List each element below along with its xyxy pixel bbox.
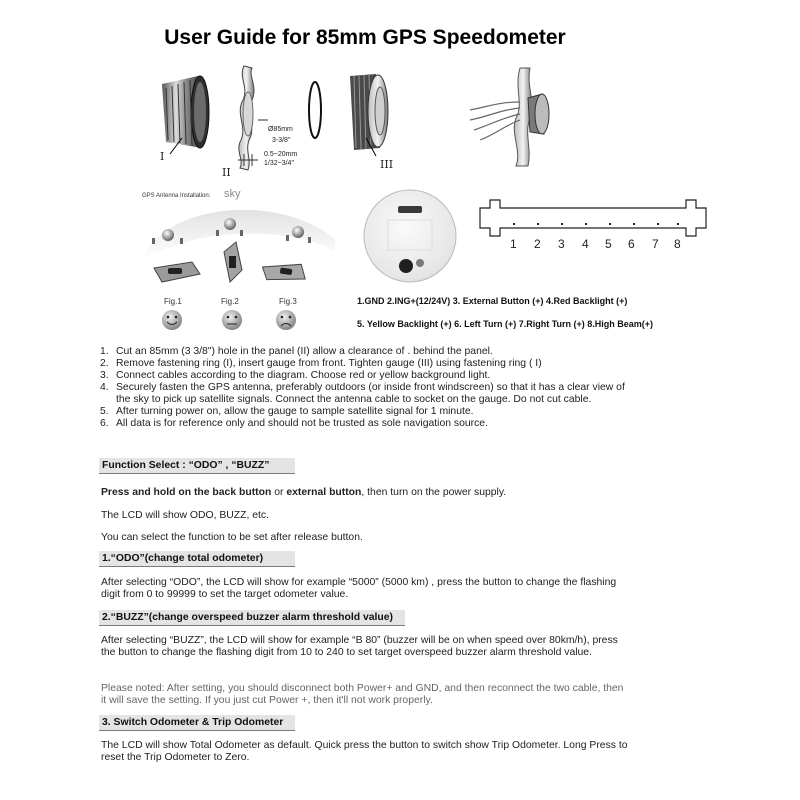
satellite-icon <box>162 229 174 241</box>
step-text: Connect cables according to the diagram. Choose red or yellow background light. <box>116 370 491 381</box>
connector-socket <box>398 206 422 213</box>
satellite-icon <box>292 226 304 238</box>
gauge-body-iii <box>350 74 388 156</box>
buzz-text: After selecting “BUZZ”, the LCD will show for example “B 80” (buzzer will be on when speed over 80km/h), press the button to change the flashing digit from 10 to 240 to set target overspeed buzzer alarm threshold value. <box>101 635 618 658</box>
gps-antenna-figure <box>140 190 340 340</box>
label-diameter-mm: Ø85mm <box>268 126 293 133</box>
fastening-ring-i <box>162 76 209 154</box>
odo-heading: 1.“ODO”(change total odometer) <box>99 551 295 567</box>
label-thickness-mm: 0.5~20mm <box>264 151 298 158</box>
step-number: 5. <box>100 406 109 417</box>
switch-odometer-heading: 3. Switch Odometer & Trip Odometer <box>99 715 295 731</box>
pin-3: 3 <box>558 237 565 251</box>
antenna-socket-icon <box>399 259 413 273</box>
step-number: 4. <box>100 382 109 393</box>
step-item <box>100 382 630 406</box>
back-button-text: Press and hold on the back button <box>101 487 272 498</box>
pin-4: 4 <box>582 237 589 251</box>
wiring-legend-line2: 5. Yellow Backlight (+) 6. Left Turn (+) 7.Right Turn (+) 8.High Beam(+) <box>357 319 654 329</box>
step-item <box>100 370 630 382</box>
step-item <box>100 346 630 358</box>
installation-diagram <box>140 58 590 188</box>
step-item <box>100 418 630 430</box>
step-number: 3. <box>100 370 109 381</box>
wiring-legend-line1: 1.GND 2.ING+(12/24V) 3. External Button (+) 4.Red Backlight (+) <box>357 296 628 306</box>
pin-6: 6 <box>628 237 635 251</box>
press-hold-instruction <box>101 487 631 499</box>
step-text: Securely fasten the GPS antenna, preferably outdoors (or inside front windscreen) so that it has a clear view of the sky to pick up satellite signals. Connect the antenna cable to socket on the gauge. Do not cut cable. <box>116 382 625 405</box>
label-part-i: I <box>160 150 165 163</box>
odo-text: After selecting “ODO”, the LCD will show for example “5000” (5000 km) , press the button to change the flashing digit from 0 to 99999 to set the target odometer value. <box>101 577 617 600</box>
label-diameter-in: 3-3/8" <box>272 137 291 144</box>
sad-face-icon <box>276 310 296 330</box>
select-after-text: You can select the function to be set after release button. <box>101 532 363 543</box>
installation-steps <box>100 346 630 430</box>
switch-odometer-text: The LCD will show Total Odometer as default. Quick press the button to switch show Trip Odometer. Long Press to reset the Trip Odometer to Zero. <box>101 740 628 763</box>
label-part-iii: III <box>380 158 394 171</box>
power-supply-text: , then turn on the power supply. <box>361 487 507 498</box>
step-item <box>100 406 630 418</box>
settings-note: Please noted: After setting, you should disconnect both Power+ and GND, and then reconnect the two cable, then it will save the setting. If you just cut Power +, then it'll not work properly. <box>101 683 624 706</box>
function-select-heading: Function Select : “ODO” , “BUZZ” <box>99 458 295 474</box>
fig1-label: Fig.1 <box>164 297 182 306</box>
step-text: After turning power on, allow the gauge to sample satellite signal for 1 minute. <box>116 406 474 417</box>
step-text: Cut an 85mm (3 3/8") hole in the panel (II) allow a clearance of . behind the panel. <box>116 346 493 357</box>
pin-2: 2 <box>534 237 541 251</box>
happy-face-icon <box>162 310 182 330</box>
step-number: 1. <box>100 346 109 357</box>
buzz-heading: 2.“BUZZ”(change overspeed buzzer alarm threshold value) <box>99 610 405 626</box>
lcd-show-text: The LCD will show ODO, BUZZ, etc. <box>101 510 270 521</box>
page-title: User Guide for 85mm GPS Speedometer <box>164 26 566 49</box>
antenna-title: GPS Antenna Installation: <box>142 193 211 199</box>
sky-label: sky <box>224 188 241 200</box>
label-part-ii: II <box>222 166 231 179</box>
step-text: Remove fastening ring (I), insert gauge from front. Tighten gauge (III) using fastening ring ( I) <box>116 358 542 369</box>
satellite-icon <box>224 218 236 230</box>
o-ring <box>309 82 321 138</box>
assembled-gauge <box>470 68 549 166</box>
fig2-label: Fig.2 <box>221 297 239 306</box>
neutral-face-icon <box>222 310 242 330</box>
pin-7: 7 <box>652 237 659 251</box>
step-item <box>100 358 630 370</box>
back-button-icon <box>416 259 424 267</box>
step-number: 6. <box>100 418 109 429</box>
step-number: 2. <box>100 358 109 369</box>
step-text: All data is for reference only and should not be trusted as sole navigation source. <box>116 418 488 429</box>
pin-8: 8 <box>674 237 681 251</box>
pin-1: 1 <box>510 237 517 251</box>
external-button-text: external button <box>286 487 362 498</box>
label-thickness-in: 1/32~3/4" <box>264 160 294 167</box>
connector-text: or <box>271 487 287 498</box>
pin-5: 5 <box>605 237 612 251</box>
fig3-label: Fig.3 <box>279 297 297 306</box>
gauge-back-view <box>358 186 468 286</box>
